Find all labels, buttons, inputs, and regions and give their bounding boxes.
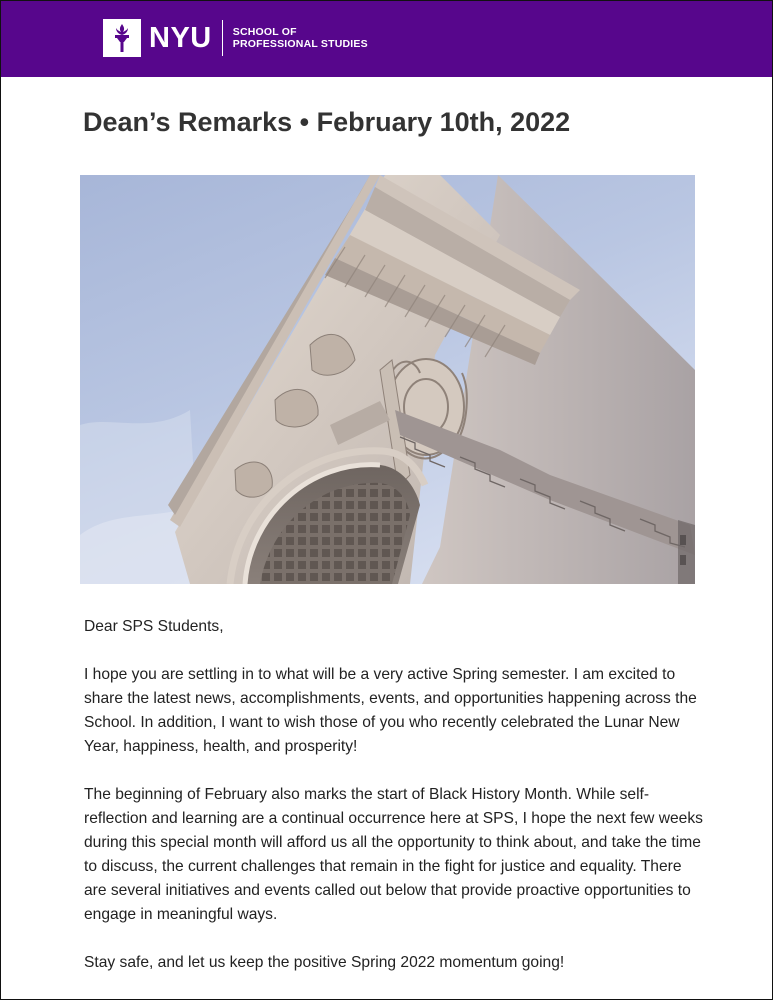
paragraph-2: The beginning of February also marks the start of Black History Month. While self-reflection and learning are a continual occurrence here at SPS, I hope the next few weeks during this special month will afford us all the opportunity to think about, and take the time to discuss, the current challenges that remain in the fight for justice and equality. There are several initiatives and events called out below that provide proactive opportunities to engage in meaningful ways. (84, 786, 703, 923)
hero-image (80, 175, 695, 584)
nyu-sps-logo[interactable] (103, 19, 368, 57)
page-title: Dean’s Remarks • February 10th, 2022 (83, 107, 571, 137)
school-name (233, 26, 368, 50)
school-name-line-2: PROFESSIONAL STUDIES (232, 38, 368, 50)
letter-body (84, 615, 704, 999)
paragraph-3: Stay safe, and let us keep the positive Spring 2022 momentum going! (84, 954, 565, 971)
washington-square-arch-photo (80, 175, 695, 584)
torch-icon (103, 19, 141, 57)
paragraph-1: I hope you are settling in to what will be a very active Spring semester. I am excited to share the latest news, accomplishments, events, and opportunities happening across the School. In addition, I want to wish those of you who recently celebrated the Lunar New Year, happiness, health, and prosperity! (84, 666, 697, 755)
salutation: Dear SPS Students, (84, 618, 224, 635)
header-bar (1, 1, 772, 77)
school-name-line-1: SCHOOL OF (232, 26, 297, 38)
nyu-wordmark: NYU (149, 22, 212, 54)
logo-divider (222, 20, 223, 56)
